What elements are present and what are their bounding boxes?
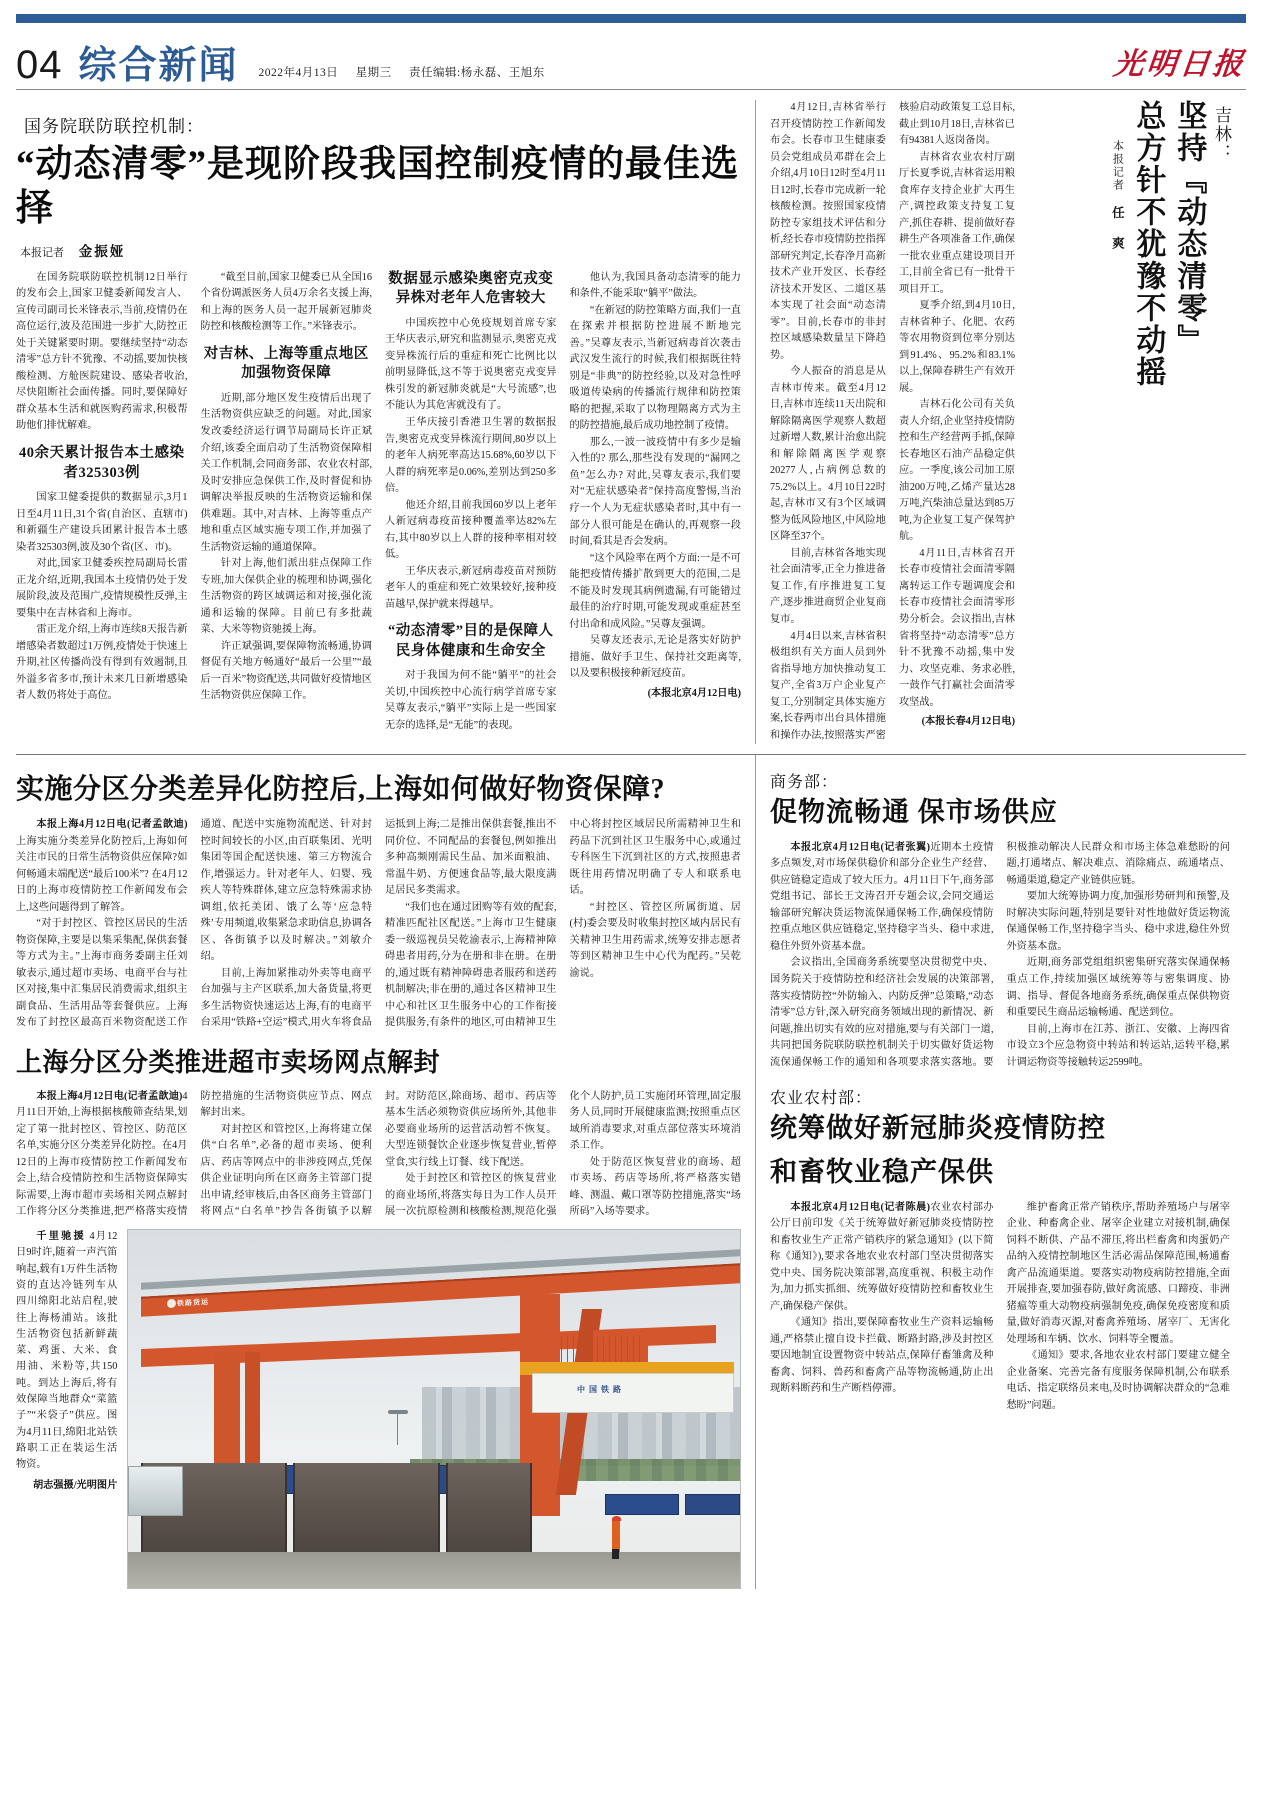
- article1-headline: “动态清零”是现阶段我国控制疫情的最佳选择: [16, 144, 739, 230]
- left-column-stack: [16, 755, 756, 1589]
- yard-lamp-post: [397, 1413, 398, 1445]
- paragraph: 4月12日,吉林省举行召开疫情防控工作新闻发布会。长春市卫生健康委员会党组成员邓群在会上介绍,4月10日12时至4月11日12时,长春市完成新一轮核酸检测。按照国家疫情防控专家组技术评估和分析,经长春市疫情防控指挥部研究判定,长春净月高新技术产业开发区、长春经济技术开发区、二道区基本实现了社会面“动态清零”。目前,长春市的非封控区域感染数量呈下降趋势。: [770, 102, 886, 361]
- container-text: 中国铁路: [576, 1384, 625, 1394]
- article1-subhead-4: “动态清零”目的是保障人民身体健康和生命安全: [388, 623, 554, 659]
- caption-body: 4月12日9时许,随着一声汽笛响起,载有1万件生活物资的直达冷链列车从四川绵阳北站启程,驶往上海杨浦站。该批生活物资包括新鲜蔬菜、鸡蛋、大米、食用油、米粉等,共150吨。到达上海后,将有效保障当地群众“菜篮子”“米袋子”供应。图为4月11日,绵阳北站铁路职工正在装运生活物资。: [16, 1230, 118, 1471]
- paragraph: 中国疾控中心免疫规划首席专家王华庆表示,研究和监测显示,奥密克戎变异株流行后的重症和死亡比例比以前明显降低,这不等于说奥密克戎变异株引发的新冠肺炎就是“大号流感”,也不能认为其危害就没有了。: [385, 317, 557, 412]
- newspaper-page: [0, 14, 1262, 1806]
- agriculture-dateline: 本报北京4月12日电(记者陈晨): [790, 1201, 931, 1213]
- paragraph: 近期,部分地区发生疫情后出现了生活物资供应缺乏的问题。对此,国家发改委经济运行调节局副局长许正斌介绍,该委全面启动了生活物资保障相关工作机制,会同商务部、农业农村部,及时安排应急保供工作,及时督促和协调解决举报反映的生活物资运输和保供难题。其中,对吉林、上海等重点产地和重点区域实施专项工作,并加强了生活物资运输的通道保障。: [200, 392, 372, 553]
- paragraph: 夏季介绍,到4月10日,吉林省种子、化肥、农药等农用物资到位率分别达到91.4%、95.2%和83.1%以上,保障春耕生产有效开展。: [899, 300, 1015, 394]
- paragraph: 维护畜禽正常产销秩序,帮助养殖场户与屠宰企业、种畜禽企业、屠宰企业建立对接机制,确保饲料不断供、产品不滞压,将出栏畜禽和肉蛋奶产品纳入疫情控制地区生活必需品保障范围,畅通畜禽产品流通渠道。要落实动物疫病防控措施,全面开展排查,要加强春防,做好禽流感、口蹄疫、非洲猪瘟等重大动物疫病强制免疫,确保免疫密度和质量,做好消毒灭源,对畜禽养殖场、屠宰厂、无害化处理场和车辆、饮水、饲料等全覆盖。: [1006, 1201, 1230, 1345]
- parked-truck: [128, 1466, 183, 1516]
- top-rule-bar: [16, 14, 1246, 23]
- agriculture-headline-line2: 和畜牧业稳产保供: [770, 1156, 994, 1187]
- article3-dateline: 本报上海4月12日电(记者孟歆迪): [36, 1090, 183, 1102]
- article3-body: [16, 1089, 741, 1221]
- agriculture-headline-line1: 统筹做好新冠肺炎疫情防控: [770, 1113, 1106, 1144]
- photo-credit: 胡志强摄/光明图片: [32, 1479, 118, 1491]
- gondola-wagon: [293, 1463, 440, 1556]
- paragraph-text: 4月11日开始,上海根据核酸筛查结果,划定了第一批封控区、管控区、防范区名单,实施分区分类差异化防控。在4月12日的上海市疫情防控工作新闻发布会上,结合疫情防控和生活物资保障实际需要,上海市超市卖场相关网点解封工作将分区分类推进,把严格落实疫情防控措施的生活物资供应节点、网点解封出来。: [16, 1090, 372, 1218]
- masthead: [16, 23, 1246, 85]
- caption-paragraph: [16, 1229, 117, 1474]
- jilin-byline: [1110, 100, 1124, 251]
- commerce-headline: 促物流畅通 保市场供应: [770, 797, 1058, 828]
- paragraph: “在新冠的防控策略方面,我们一直在探索并根据防控进展不断地完善。”吴尊友表示,当新冠病毒首次袭击武汉发生流行的时候,我们根据既往特别是“非典”的防控经验,以及对急性呼吸道传染病的传播流行规律和防控策略的把握,采取了以物理隔离方式为主的防控措施,最后成功地控制了疫情。: [569, 304, 741, 432]
- paragraph: 《通知》要求,各地农业农村部门要建立健全企业备案、完善完备有度服务保障机制,公布联系电话、指定联络员来电,及时协调解决群众的“急难愁盼”问题。: [1006, 1350, 1230, 1411]
- agriculture-kicker: 农业农村部：: [770, 1090, 873, 1108]
- article-dynamic-zero: [16, 100, 756, 744]
- paragraph: 王华庆接引香港卫生署的数据报告,奥密克戎变异株流行期间,80岁以上的老年人病死率高达15.68%,60岁以下人群的病死率是0.06%,差别达到250多倍。: [385, 417, 557, 495]
- paragraph: 国家卫健委提供的数据显示,3月1日至4月11日,31个省(自治区、直辖市)和新疆生产建设兵团累计报告本土感染者325303例,波及30个省(区、市)。: [16, 492, 188, 553]
- article1-subhead-2: 对吉林、上海等重点地区加强物资保障: [203, 345, 369, 382]
- paragraph: 他认为,我国具备动态清零的能力和条件,不能采取“躺平”做法。: [569, 271, 741, 300]
- jilin-headline-line1: 坚持『动态清零』: [1172, 100, 1206, 356]
- commerce-body: [770, 840, 1230, 1071]
- article1-subhead-3: 数据显示感染奥密克戎变异株对老年人危害较大: [388, 270, 554, 307]
- paragraph: 吉林省农业农村厅副厅长夏季说,吉林省运用粮食库存支持企业扩大再生产,调控政策支持复工复产,抓住春耕、提前做好春耕生产各项准备工作,确保一批农业重点建设项目开工,目前全省已有一批骨干项目开工。: [899, 151, 1015, 295]
- paragraph: 对封控区和管控区,上海将建立保供“白名单”,必备的超市卖场、便利店、药店等网点中的非涉疫网点,凭保供企业证明向所在区商务主管部门提出申请,经审核后,由各区商务主管部门将网点“白名单”抄告各街镇予以解封。对防范区,除商场、超市、药店等基本生活必须物资供应场所外,其他非必要商业场所的运营活动暂不恢复。大型连锁餐饮企业逐步恢复营业,暂停堂食,实行线上订餐、线下配送。: [200, 1090, 557, 1218]
- paragraph: “封控区、管控区所属街道、居(村)委会要及时收集封控区域内居民有关精神卫生用药需求,统筹安排志愿者等到区精神卫生中心代为配药。”吴乾渝说。: [569, 901, 741, 979]
- paragraph: [16, 817, 188, 916]
- jilin-byline-label: 本报记者: [1111, 140, 1124, 192]
- article2-body: [16, 817, 741, 1032]
- paragraph: “对于封控区、管控区居民的生活物资保障,主要是以集采集配,保供套餐等方式为主。”上海市商务委副主任刘敏表示,通过超市卖场、电商平台与社区对接,集中汇集居民消费需求,组织主副食品、生活用品等套餐供应。上海发布了封控区最高百米物资配送工作通道、配送中实施物流配送、针对封控时间较长的小区,由百联集团、光明集团等国企配送快速、第三方物流合作,增强运力。针对老年人、妇婴、残疾人等特殊群体,建立应急特殊需求协调组,依托美团、饿了么等‘应急特殊’专用频道,收集紧急求助信息,协调各区、各街镇予以及时解决。”刘敏介绍。: [16, 819, 372, 1029]
- article1-byline: [20, 240, 741, 260]
- paragraph: “这个风险率在两个方面:一是不可能把疫情传播扩散到更大的范围,二是不能及时发现其病例遗漏,有可能错过最佳的治疗时期,可能发现或重症甚至付出命和成风险。”吴尊友强调。: [569, 552, 741, 630]
- issue-date: 2022年4月13日: [258, 67, 339, 79]
- paragraph: 处于防范区恢复营业的商场、超市卖场、药店等场所,将严格落实错峰、测温、戴口罩等防控措施,落实“场所码”入场等要求。: [569, 1156, 741, 1218]
- paragraph: 目前,上海市在江苏、浙江、安徽、上海四省市设立3个应急物资中转站和转运站,运转平稳,累计调运物资等接触转运2599吨。: [1006, 1023, 1230, 1068]
- yard-ground: [128, 1552, 740, 1588]
- article1-endline: (本报北京4月12日电): [647, 687, 741, 699]
- paper-logo: [1111, 39, 1248, 83]
- paragraph: 处于封控区和管控区的恢复营业的商业场所,将落实每日为工作人员开展一次抗原检测和核酸检测,规范化强化个人防护,员工实施闭环管理,固定服务人员,同时开展健康监测;按照重点区域所消毒要求,对重点部位落实环境消杀工作。: [385, 1090, 741, 1218]
- paper-logo-text: 光明日报: [1111, 48, 1248, 81]
- paragraph: 对于我国为何不能“躺平”的社会关切,中国疾控中心流行病学首席专家吴尊友表示,“躺平”实际上是一些国家无奈的选择,是“无能”的表现。: [385, 670, 557, 731]
- paragraph: [770, 840, 994, 956]
- page-number: 04: [16, 43, 63, 87]
- paragraph: 对此,国家卫健委疾控局副局长雷正龙介绍,近期,我国本土疫情仍处于发展阶段,波及范围广,疫情规模性反弹,主要集中在吉林省和上海市。: [16, 558, 188, 619]
- paragraph: 针对上海,他们派出驻点保障工作专班,加大保供企业的梳理和协调,强化生活物资的跨区域调运和对接,强化流通和运输的保障。目前已有多批蔬菜、大米等物资驰援上海。: [200, 558, 372, 636]
- article1-subhead-1: 40余天累计报告本土感染者325303例: [19, 444, 185, 481]
- paragraph: 许正斌强调,要保障物流畅通,协调督促有关地方畅通好“最后一公里”“最后一百米”物资配送,共同做好疫情地区生活物资供应保障工作。: [200, 640, 372, 702]
- article-jilin: [756, 100, 1230, 744]
- railway-logo-mark: [166, 1299, 175, 1309]
- article1-body: [16, 270, 741, 735]
- paragraph: 那么,一波一波疫情中有多少是输入性的? 那么,那些没有发现的“漏网之鱼”怎么办? 对此,吴尊友表示,我们要对“无症状感染者”保持高度警惕,当治疗一个人为无症状感染者时,其中有一部分人很可能是在确认的,再观察一段时间,看其是否会发病。: [569, 436, 741, 548]
- article3-headline: 上海分区分类推进超市卖场网点解封: [16, 1047, 441, 1077]
- paragraph: 目前,上海加紧推动外卖等电商平台加强与主产区联系,加大备货量,将更多生活物资快速运达上海,有的电商平台采用“铁路+空运”模式,用火车将食品运抵到上海;二是推出保供套餐,推出不同价位、不同配品的套餐包,例如推出多种高频刚需民生品、加米面粮油、常温牛奶、方便速食品等,最大限度满足居民多类需求。: [200, 819, 557, 1029]
- jilin-headline-line2: 总方针不犹豫不动摇: [1131, 100, 1165, 388]
- paragraph: 会议指出,全国商务系统要坚决贯彻党中央、国务院关于疫情防控和经济社会发展的决策部署,落实疫情防控“外防输入、内防反弹”总策略,“动态清零”总方针,深入研究商务领域出现的新情况、新问题,推出切实有效的应对措施,要与有关部门一道,共同把国务院联防联控机制关于切实做好货运物流保通保畅工作的通知和各项要求落实落地。要积极推动解决人民群众和市场主体急难愁盼的问题,打通堵点、解决难点、消除痛点、疏通堵点、畅通渠道,稳定产业链供应链。: [770, 841, 1230, 1068]
- jilin-byline-name: 任 爽: [1110, 206, 1125, 251]
- photo-block: [16, 1229, 741, 1589]
- rail-freight-photo: [127, 1229, 741, 1589]
- masthead-divider: [16, 89, 1246, 90]
- section-title: 综合新闻: [78, 45, 239, 87]
- paragraph: 近期,商务部党组组织密集研究落实保通保畅重点工作,持续加强区域统筹等与密集调度、协调、指导、督促各地商务系统,确保重点保供物资和重要民生商品运输畅通、配送到位。: [1006, 957, 1230, 1019]
- article2-dateline: 本报上海4月12日电(记者孟歆迪): [36, 819, 188, 831]
- paragraph: “截至目前,国家卫健委已从全国16个省份调派医务人员4万余名支援上海,和上海的医务人员一起开展新冠肺炎防控和核酸检测等工作。”米锋表示。: [200, 271, 372, 333]
- paragraph: 吉林石化公司有关负责人介绍,企业坚持疫情防控和生产经营两手抓,保障长春地区石油产品稳定供应。一季度,该公司加工原油200万吨,乙烯产量达28万吨,汽柴油总量达到85万吨,为企业复工复产保驾护航。: [899, 399, 1015, 543]
- blue-container: [605, 1494, 678, 1514]
- freight-wagons: [128, 1463, 740, 1556]
- byline-label: 本报记者: [20, 246, 64, 259]
- paragraph: 要加大统筹协调力度,加强形势研判和预警,及时解决实际问题,特别是要针对性地做好货运物流保通保畅工作,坚持稳字当头、稳中求进,稳住外贸外资基本盘。: [1006, 891, 1230, 952]
- worker-vest: [612, 1520, 621, 1552]
- paragraph: [770, 1200, 994, 1316]
- paragraph: 4月11日,吉林省召开长春市疫情社会面清零隔离转运工作专题调度会和长春市疫情社会面清零形势分析会。会议指出,吉林省将坚持“动态清零”总方针不犹豫不动摇,集中发力、攻坚克难、务求必胜,一鼓作气打赢社会面清零攻坚战。: [899, 547, 1015, 708]
- paragraph: “我们也在通过团购等有效的配套,精准匹配社区配送。”上海市卫生健康委一级巡视员吴乾渝表示,上海精神障碍患者用药,分为在册和非在册。在册的,通过既有精神障碍患者服药和送药机制解决;非在册的,通过各区精神卫生中心和社区卫生服务中心的工作衔接提供服务,有条件的地区,可由精神卫生中心将封控区域居民所需精神卫生和药品下沉到社区卫生服务中心,或通过专科医生下沉到社区的方式,按照患者既往用药情况明确了专人和联系电话。: [385, 819, 741, 1029]
- gondola-wagon: [446, 1463, 532, 1556]
- article1-kicker: 国务院联防联控机制：: [24, 117, 204, 136]
- paragraph: 在国务院联防联控机制12日举行的发布会上,国家卫健委新闻发言人、宣传司副司长米锋表示,当前,疫情仍在高位运行,波及范围进一步扩大,防控正处于关键紧要时期。要继续坚持“动态清零”总方针不犹豫、不动摇,要加快核酸检测、方舱医院建设、感染者收治,尽快阻断社会面传播。同时,要保障好群众基本生活和就医购药需求,积极帮助他们排忧解难。: [16, 271, 188, 432]
- right-column-stack: [756, 755, 1230, 1589]
- article2-headline: 实施分区分类差异化防控后,上海如何做好物资保障?: [16, 774, 666, 806]
- worker-legs: [612, 1549, 619, 1560]
- blue-container: [685, 1494, 740, 1514]
- issue-info: [259, 64, 559, 80]
- paragraph: 4月4日以来,吉林省积极组织有关方面人员到外省指导地方加快推动复工复产,全省3万户企业复产复工,分别制定具体实施方案,长春两市出台具体措施和操作办法,按照落实严密核验启动政策复工总目标,截止到10月18日,吉林省已有94381人返岗备岗。: [770, 102, 1015, 741]
- paragraph: 雷正龙介绍,上海市连续8天报告新增感染者数超过1万例,疫情处于快速上升期,社区传播尚没有得到有效遏制,且外溢多省多市,预计未来几日新增感染者人数仍将处于高位。: [16, 624, 188, 702]
- photo-caption: [16, 1229, 127, 1589]
- worker-helmet: [612, 1516, 621, 1522]
- paragraph-text: 上海实施分类差异化防控后,上海如何关注市民的日常生活物资供应保障?如何畅通末端配送“最后100米”? 在4月12日的上海市疫情防控工作新闻发布会上,这些问题得到了解答。: [16, 835, 188, 913]
- byline-name: 金振娅: [78, 243, 126, 259]
- jilin-endline: (本报长春4月12日电): [921, 716, 1015, 728]
- paragraph: 今人振奋的消息是从吉林市传来。截至4月12日,吉林市连续11天出院和解除隔离医学观察人数超过新增人数,累计治愈出院和解除隔离医学观察20277人,占病例总数的75.2%以上。4月10日22时起,吉林市又有3个区域调整为低风险地区,中风险地区降至37个。: [770, 366, 886, 543]
- top-section: [16, 100, 1246, 744]
- paragraph: 吴尊友还表示,无论是落实好防护措施、做好手卫生、保持社交距离等,以及要积极接种新冠疫苗。: [569, 635, 741, 680]
- paragraph: 《通知》指出,要保障畜牧业生产资料运输畅通,严格禁止擅自设卡拦截、断路封路,涉及封控区要因地制宜设置物资中转站点,保障仔畜雏禽及种畜禽、饲料、兽药和畜禽产品等物流畅通,防止出现断料断药和生产断档停滞。: [770, 1317, 994, 1395]
- caption-lead: 千里驰援: [36, 1230, 86, 1242]
- paragraph: 目前,吉林省各地实现社会面清零,正全力推进备复工作,有序推进复工复产,逐步推进商贸企业复商复市。: [770, 547, 886, 625]
- jilin-kicker: 吉林：: [1212, 106, 1231, 163]
- commerce-dateline: 本报北京4月12日电(记者张翼): [790, 841, 931, 853]
- paragraph: 他还介绍,目前我国60岁以上老年人新冠病毒疫苗接种覆盖率达82%左右,其中80岁以上人群的接种率相对较低。: [385, 499, 557, 561]
- agriculture-body: [770, 1200, 1230, 1415]
- paragraph: 王华庆表示,新冠病毒疫苗对预防老年人的重症和死亡效果较好,接种疫苗越早,保护就来得越早。: [385, 565, 557, 610]
- white-container: [532, 1373, 734, 1412]
- paragraph-text: 农业农村部办公厅日前印发《关于统筹做好新冠肺炎疫情防控和畜牧业生产正常产销秩序的紧急通知》(以下简称《通知》),要求各地农业农村部门坚决贯彻落实党中央、国务院决策部署,高度重视、积极主动作为,加力抓实抓细、统筹做好疫情防控和畜牧业生产,确保稳产保供。: [770, 1201, 994, 1312]
- issue-editors: 责任编辑:杨永磊、王旭东: [409, 67, 545, 79]
- crane-logo-text: 铁路货运: [176, 1298, 209, 1309]
- lower-section: [16, 755, 1246, 1589]
- commerce-kicker: 商务部：: [770, 774, 839, 792]
- issue-weekday: 星期三: [355, 67, 392, 79]
- paragraph-text: 近期本土疫情多点频发,对市场保供稳价和部分企业生产经营、供应链稳定造成了较大压力。4月11日下午,商务部党组书记、部长王文涛召开专题会议,会同交通运输部研究解决货运物流保通保畅工作,确保疫情防控重点地区供应链稳定,坚持稳字当头、稳中求进,稳住外贸外资基本盘。: [770, 841, 994, 952]
